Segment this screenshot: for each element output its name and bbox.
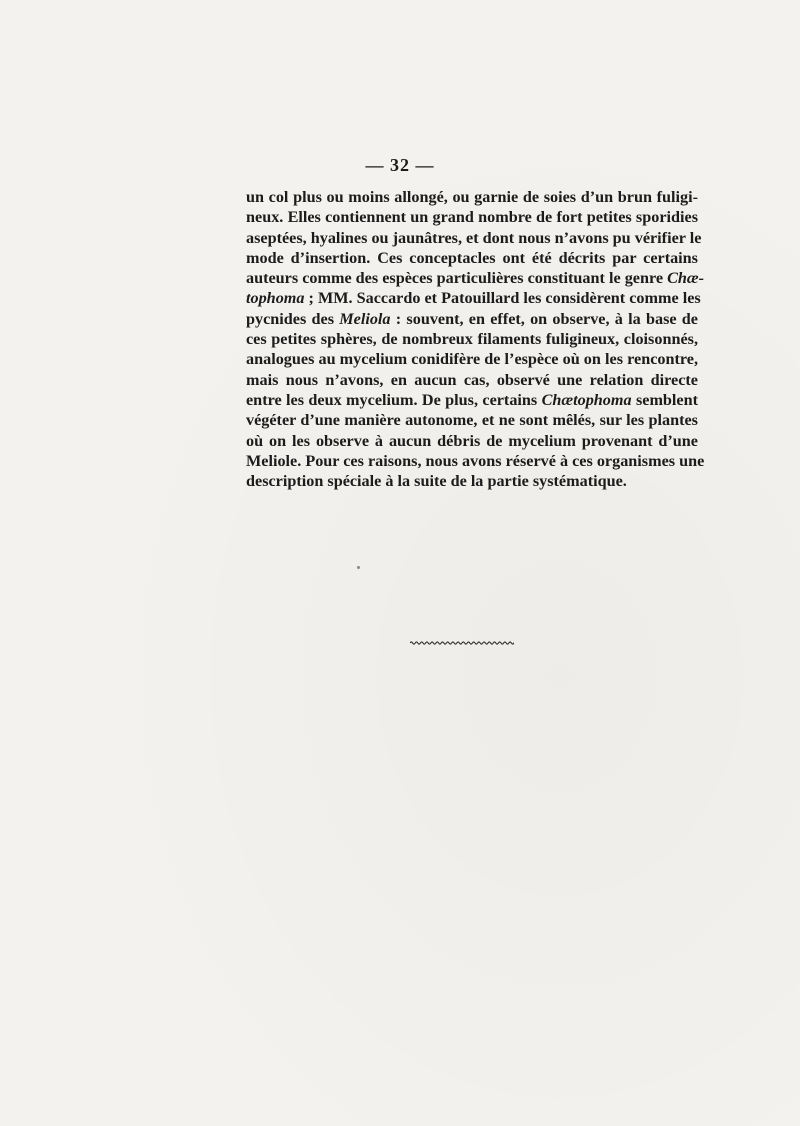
text-line <box>246 370 698 390</box>
page-number: — 32 — <box>365 155 435 175</box>
text-segment: mode d’insertion. Ces conceptacles ont été décrits par certains <box>246 248 698 267</box>
text-segment: : souvent, en effet, on observe, à la base de <box>390 309 698 328</box>
body-paragraph <box>246 187 705 491</box>
text-segment: entre les deux mycelium. De plus, certains <box>246 390 542 409</box>
text-segment: un col plus ou moins allongé, ou garnie de soies d’un brun fuligi- <box>246 188 698 206</box>
text-line <box>246 410 698 430</box>
text-line <box>246 228 702 248</box>
text-line <box>246 248 698 268</box>
text-line <box>246 187 698 207</box>
text-segment: où on les observe à aucun débris de mycelium provenant d’une <box>246 431 698 450</box>
text-segment: analogues au mycelium conidifère de l’espèce où on les rencontre, <box>246 350 698 369</box>
text-segment: semblent <box>631 390 699 409</box>
text-segment: neux. Elles contiennent un grand nombre de fort petites sporidies <box>246 208 698 227</box>
text-line <box>246 329 698 349</box>
text-line <box>246 471 698 491</box>
wavy-separator-ornament <box>410 640 514 646</box>
italic-term: Chæ- <box>667 269 704 288</box>
text-segment: Meliole. Pour ces raisons, nous avons réservé à ces organismes une <box>246 451 705 470</box>
italic-term: Meliola <box>339 309 391 328</box>
text-line <box>246 288 701 308</box>
text-line <box>246 451 705 471</box>
text-segment: végéter d’une manière autonome, et ne sont mêlés, sur les plantes <box>246 411 698 430</box>
text-line <box>246 349 698 369</box>
text-segment: ; MM. Saccardo et Patouillard les considèrent comme les <box>304 289 701 308</box>
text-line <box>246 268 704 288</box>
text-segment: mais nous n’avons, en aucun cas, observé une relation directe <box>246 370 698 389</box>
text-segment: description spéciale à la suite de la partie systématique. <box>246 472 627 491</box>
italic-term: Chætophoma <box>541 390 632 409</box>
text-line <box>246 390 698 410</box>
text-segment: pycnides des <box>246 309 340 328</box>
text-line <box>246 309 698 329</box>
text-segment: aseptées, hyalines ou jaunâtres, et dont nous n’avons pu vérifier le <box>246 228 702 247</box>
italic-term: tophoma <box>246 289 305 308</box>
paper-speck <box>357 566 360 569</box>
text-line <box>246 207 698 227</box>
text-segment: auteurs comme des espèces particulières constituant le genre <box>246 269 668 288</box>
text-segment: ces petites sphères, de nombreux filaments fuligineux, cloisonnés, <box>246 330 698 349</box>
text-line <box>246 431 698 451</box>
